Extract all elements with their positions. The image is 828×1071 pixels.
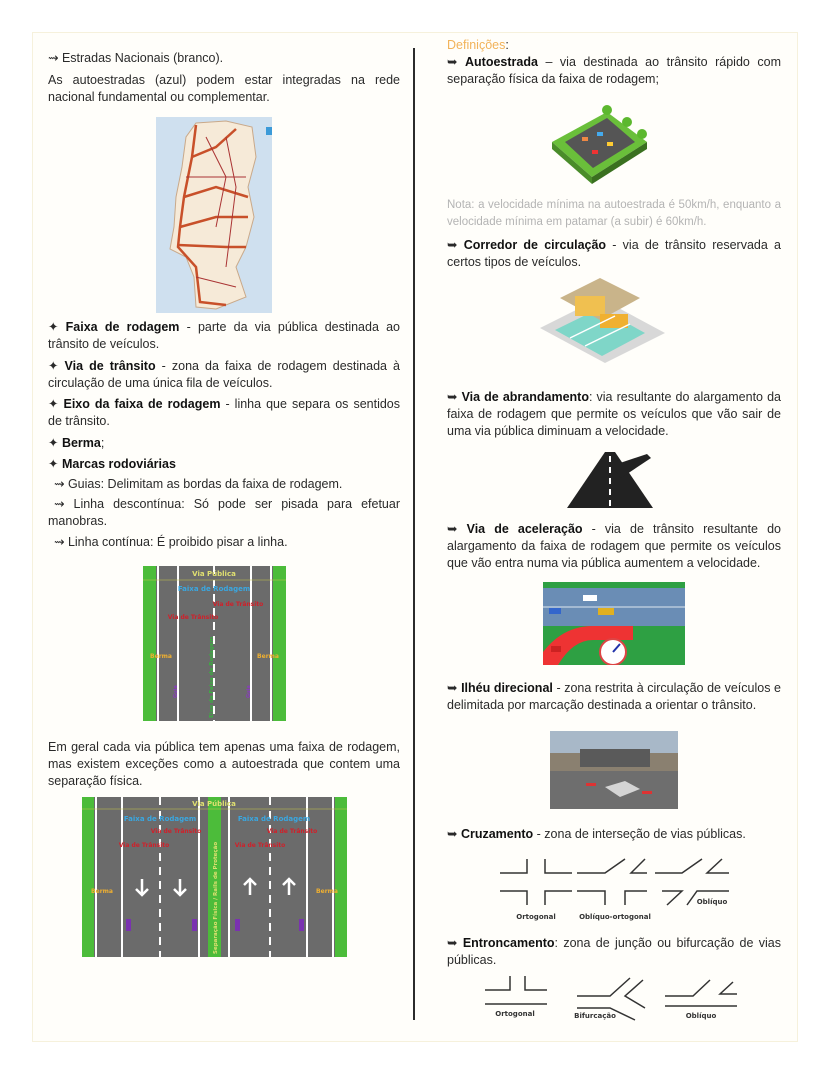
label-guia: Guia [173,685,179,698]
bus-lane-illustration [530,278,670,366]
road-diagram-single [143,566,286,721]
road-diagram-highway [82,797,347,957]
definition-autoestrada: ➥ Autoestrada – via destinada ao trânsito rápido com separação física da faixa de rodagem; [447,55,781,86]
label-faixa: Faixa de Rodagem [237,815,311,823]
definition-cruzamento: ➥ Cruzamento - zona de interseção de vias públicas. [447,827,746,841]
label-ortogonal: Ortogonal [516,913,556,921]
label-faixa: Faixa de Rodagem [123,815,197,823]
highway-illustration [547,102,652,187]
list-item: ⇝ Linha contínua: É proibido pisar a linha. [54,535,288,549]
label-obliquo-ortogonal: Oblíquo-ortogonal [579,913,651,921]
directional-island-photo [550,731,678,809]
label-via-transito: Via de Trânsito [234,842,286,849]
label-faixa: Faixa de Rodagem [177,585,251,593]
list-item: ⇝ Estradas Nacionais (branco). [48,51,224,65]
label-guia: Guia [246,685,252,698]
definition-faixa-de-rodagem: ✦ Faixa de rodagem - parte da via pública destinada ao trânsito de veículos. [48,320,401,351]
label-bifurcacao: Bifurcação [574,1012,616,1020]
label-ortogonal: Ortogonal [495,1010,535,1018]
definition-corredor: ➥ Corredor de circulação - via de trânsito reservada a certos tipos de veículos. [447,238,781,269]
definition-berma: ✦ Berma; [48,436,105,450]
paragraph: As autoestradas (azul) podem estar integradas na rede nacional fundamental ou complementar. [48,73,400,104]
paragraph: Em geral cada via pública tem apenas uma faixa de rodagem, mas existem exceções como a autoestrada que contem uma separação física. [48,740,400,788]
arrow-bullet-icon: ⇝ [48,51,62,65]
junction-types-diagram [485,968,737,1023]
definition-ilheu: ➥ Ilhéu direcional - zona restrita à circulação de veículos e delimitada por marcação destinada a orientar o trânsito. [447,681,781,712]
portugal-road-map [156,117,272,313]
section-heading: Definições: [447,38,509,52]
definition-via-de-transito: ✦ Via de trânsito - zona da faixa de rodagem destinada à circulação de uma única fila de veículos. [48,359,400,390]
label-berma: Berma [91,888,113,895]
definition-entroncamento: ➥ Entroncamento: zona de junção ou bifurcação de vias públicas. [447,936,781,967]
label-via-publica: Via Pública [192,570,236,578]
label-via-transito: Via de Trânsito [266,828,318,835]
label-obliquo: Oblíquo [685,1012,717,1020]
note: Nota: a velocidade mínima na autoestrada é 50km/h, enquanto a velocidade mínima em patamar (a subir) é 60km/h. [447,199,781,228]
label-via-transito: Via de Trânsito [167,614,219,621]
definition-marcas: ✦ Marcas rodoviárias [48,457,176,471]
label-via-transito: Via de Trânsito [212,601,264,608]
acceleration-lane-illustration [543,582,685,665]
list-item: ⇝ Linha descontínua: Só pode ser pisada para efetuar manobras. [48,497,400,528]
label-obliquo: Oblíquo [696,898,728,906]
label-berma: Berma [257,653,279,660]
column-divider [413,48,415,1020]
crossing-types-diagram [497,847,737,925]
deceleration-lane-icon [567,452,653,508]
label-berma: Berma [316,888,338,895]
definition-aceleracao: ➥ Via de aceleração - via de trânsito resultante do alargamento da faixa de rodagem que permite os veículos que vão entra numa via pública aumentem a velocidade. [447,522,781,570]
label-eixo: Eixo da Faixa de Rodagem [209,636,215,718]
definition-abrandamento: ➥ Via de abrandamento: via resultante do alargamento da faixa de rodagem que permite os veículos que vão sair de uma via pública diminuam a velocidade. [447,390,781,438]
list-item: ⇝ Guias: Delimitam as bordas da faixa de rodagem. [54,477,343,491]
label-berma: Berma [150,653,172,660]
label-via-transito: Via de Trânsito [118,842,170,849]
label-via-transito: Via de Trânsito [150,828,202,835]
definition-eixo: ✦ Eixo da faixa de rodagem - linha que separa os sentidos de trânsito. [48,397,400,428]
label-separacao: Separação Física / Rails de Proteção [213,841,219,954]
label-via-publica: Via Pública [192,800,236,808]
